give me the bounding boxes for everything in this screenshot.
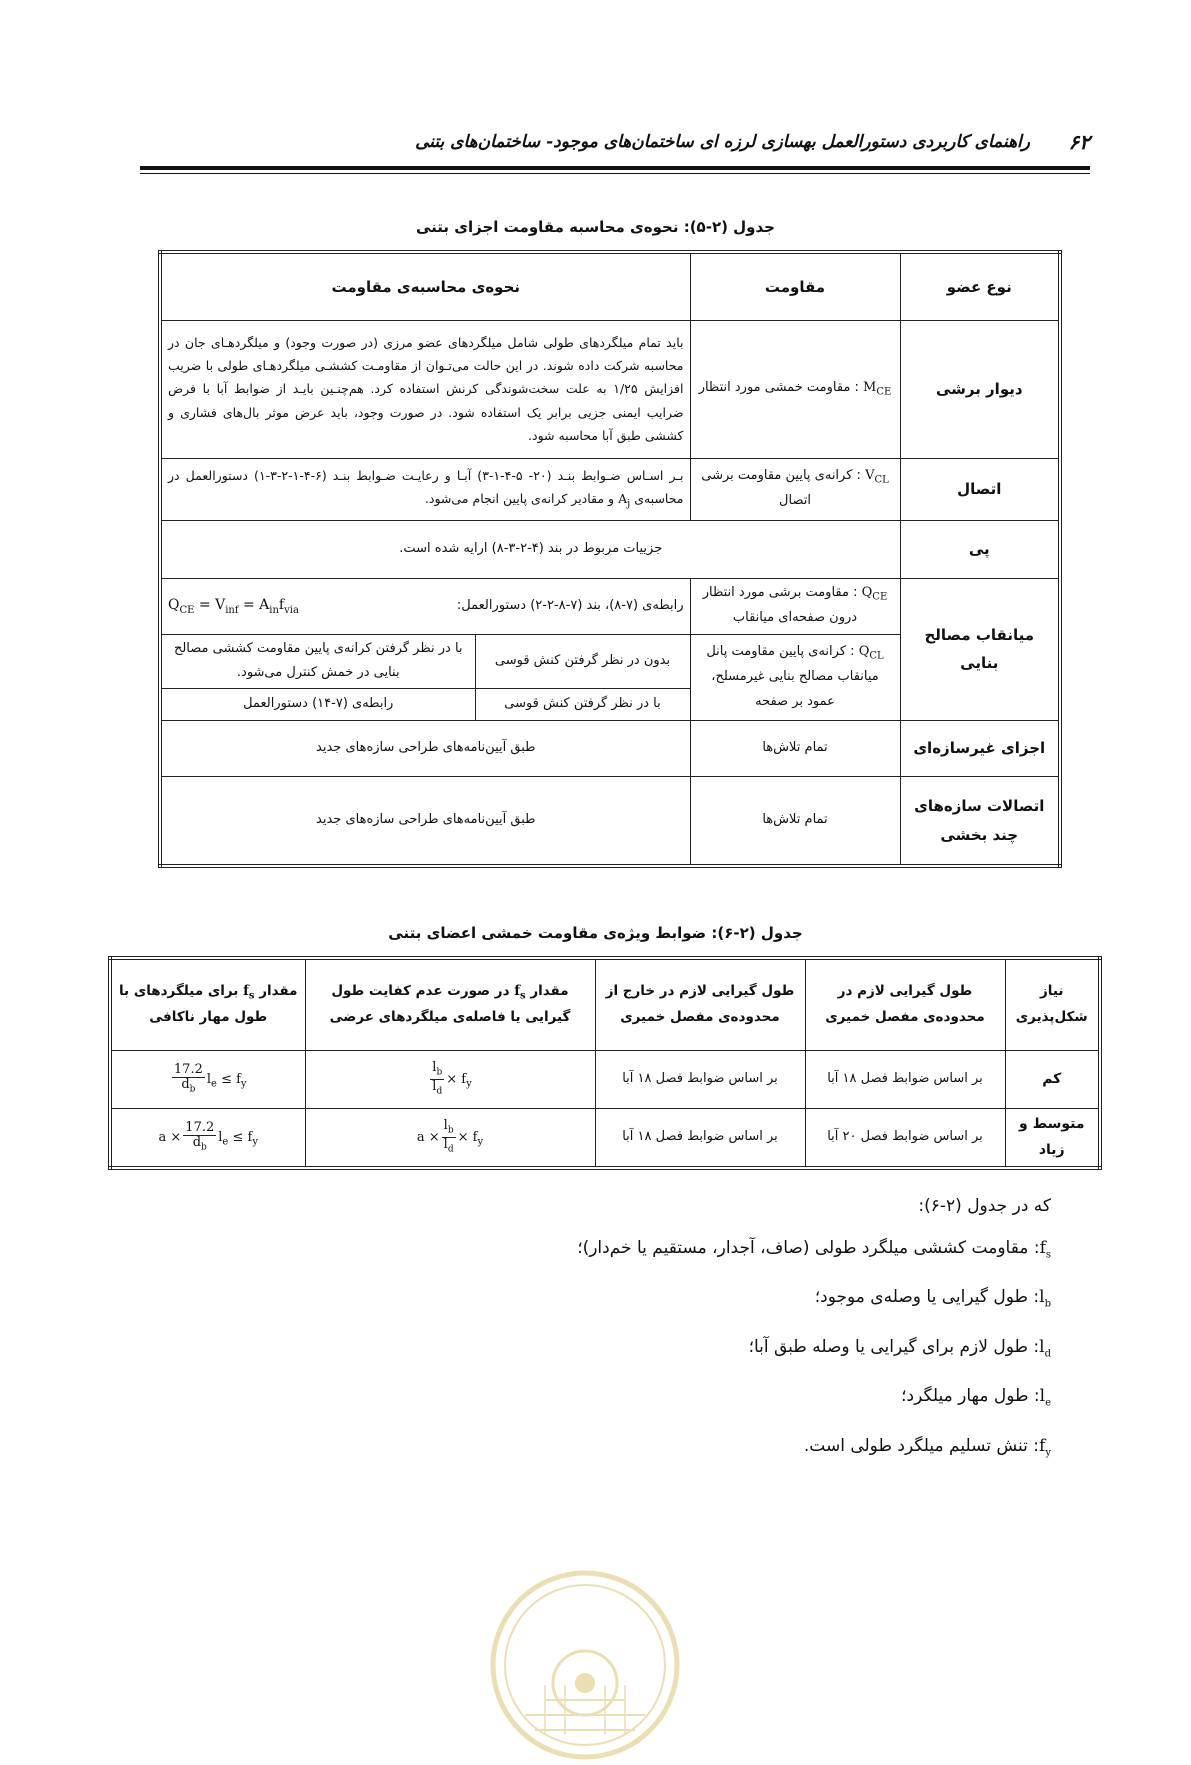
member-shear-wall: دیوار برشی: [900, 320, 1060, 458]
header-dev-outside: طول گیرایی لازم در خارج از محدوده‌ی مفصل خمیری: [595, 958, 805, 1050]
member-infill: میانقاب مصالح بنایی: [900, 578, 1060, 720]
infill-with-arch-method: رابطه‌ی (۷-۱۴) دستورالعمل: [160, 688, 475, 720]
definition-ld: $l_d$: طول لازم برای گیرایی یا وصله طبق آبا؛: [748, 1336, 1051, 1360]
method-foundation: جزییات مربوط در بند (۴-۲-۳-۸) ارایه شده است.: [160, 520, 900, 578]
dev-outside-mid-high: بر اساس ضوابط فصل ۱۸ آبا: [595, 1108, 805, 1168]
table-header-row: [110, 958, 1100, 1050]
table-row: [160, 776, 1060, 866]
formula-fs-mid-high: a × $\frac{l_b}{l_d}$ × $f_y$: [305, 1108, 595, 1168]
ductility-mid-high: متوسط و زیاد: [1005, 1108, 1100, 1168]
table-row: [110, 1050, 1100, 1108]
table-row: [160, 720, 1060, 776]
page-number: ۶۲: [1068, 130, 1090, 154]
dev-inside-mid-high: بر اساس ضوابط فصل ۲۰ آبا: [805, 1108, 1005, 1168]
infill-formula: $Q_{CE} = V_{inf} = A_{in}f_{via}$: [168, 597, 299, 616]
member-connection: اتصال: [900, 458, 1060, 520]
header-resistance: مقاومت: [690, 252, 900, 320]
resistance-multi-part: تمام تلاش‌ها: [690, 776, 900, 866]
header-dev-inside: طول گیرایی لازم در محدوده‌ی مفصل خمیری: [805, 958, 1005, 1050]
table-row: [160, 520, 1060, 578]
resistance-connection: $V_{CL}$ : کرانه‌ی پایین مقاومت برشی اتصال: [690, 458, 900, 520]
table-header-row: [160, 252, 1060, 320]
header-member: نوع عضو: [900, 252, 1060, 320]
member-multi-part: اتصالات سازه‌های چند بخشی: [900, 776, 1060, 866]
method-nonstructural: طبق آیین‌نامه‌های طراحی سازه‌های جدید: [160, 720, 690, 776]
symbol-vcl: $V_{CL}$: [865, 467, 889, 486]
header-method: نحوه‌ی محاسبه‌ی مقاومت: [160, 252, 690, 320]
definition-fs: $f_s$: مقاومت کششی میلگرد طولی (صاف، آجدار، مستقیم یا خم‌دار)؛: [577, 1238, 1051, 1261]
infill-with-arch: با در نظر گرفتن کنش قوسی: [475, 688, 690, 720]
header-fs-insufficient: مقدار $f_s$ در صورت عدم کفایت طول گیرایی یا فاصله‌ی میلگردهای عرضی: [305, 958, 595, 1050]
method-connection: بـر اسـاس ضـوابط بنـد (۲۰- ۵-۴-۱-۳) آبـا و رعایـت ضـوابط بنـد (۶-۴-۱-۲-۳-۱) دستورالعمل در محاسبه‌ی $A_j$ و مقادیر کرانه‌ی پایین انجام می‌شود.: [160, 458, 690, 520]
flexural-criteria-table: [108, 956, 1102, 1170]
definitions-list: [577, 1185, 1051, 1474]
member-foundation: پی: [900, 520, 1060, 578]
member-nonstructural: اجزای غیرسازه‌ای: [900, 720, 1060, 776]
formula-anchor-mid-high: a × $\frac{17.2}{d_b}$ $l_e \le f_y$: [110, 1108, 305, 1168]
method-infill-expected: رابطه‌ی (۷-۸)، بند (۷-۸-۲-۲) دستورالعمل: $Q_{CE} = V_{inf} = A_{in}f_{via}$: [160, 578, 690, 634]
header-rule-thin: [140, 173, 1090, 174]
formula-anchor-low: $\frac{17.2}{d_b}$ $l_e \le f_y$: [110, 1050, 305, 1108]
definition-le: $l_e$: طول مهار میلگرد؛: [901, 1386, 1051, 1409]
resistance-infill-expected: $Q_{CE}$ : مقاومت برشی مورد انتظار درون صفحه‌ای میانقاب: [690, 578, 900, 634]
dev-inside-low: بر اساس ضوابط فصل ۱۸ آبا: [805, 1050, 1005, 1108]
table2-caption: جدول (۲-۶): ضوابط ویژه‌ی مقاومت خمشی اعضای بتنی: [388, 924, 803, 942]
table1-caption: جدول (۲-۵): نحوه‌ی محاسبه مقاومت اجزای بتنی: [416, 218, 775, 236]
resistance-infill-lower: $Q_{CL}$ : کرانه‌ی پایین مقاومت پانل میانقاب مصالح بنایی غیرمسلح، عمود بر صفحه: [690, 634, 900, 720]
table-row: [160, 320, 1060, 458]
resistance-table: [158, 250, 1062, 868]
dev-outside-low: بر اساس ضوابط فصل ۱۸ آبا: [595, 1050, 805, 1108]
definition-lb: $l_b$: طول گیرایی یا وصله‌ی موجود؛: [814, 1287, 1051, 1310]
resistance-shear-wall: $M_{CE}$ : مقاومت خمشی مورد انتظار: [690, 320, 900, 458]
table-row: [160, 458, 1060, 520]
symbol-mce: $M_{CE}$: [863, 380, 892, 398]
page-header: [140, 128, 1090, 168]
table-row: [160, 578, 1060, 634]
infill-no-arch-method: با در نظر گرفتن کرانه‌ی پایین مقاومت کششی مصالح بنایی در خمش کنترل می‌شود.: [160, 634, 475, 688]
formula-fs-low: $\frac{l_b}{l_d}$ × $f_y$: [305, 1050, 595, 1108]
header-rule-thick: [140, 166, 1090, 170]
watermark-logo: [485, 1565, 685, 1765]
method-shear-wall: باید تمام میلگردهای طولی شامل میلگردهای عضو مرزی (در صورت وجود) و میلگردهـای جان در محاسبه شرکت داده شوند. در این حالت می‌تـوان از مقاومـت کششـی میلگردهـای طولی با ضریب افزایش ۱/۲۵ به علت سخت‌شوندگی کرنش استفاده کرد. هم‌چنـین بایـد از ضوابط آبا با فرض ضرایب ایمنی جزیی برابر یک استفاده شود. در صورت وجود، باید عرض موثر بال‌های فشاری و کششی طبق آبا محاسبه شود.: [160, 320, 690, 458]
table-row: [110, 1108, 1100, 1168]
header-fs-anchor: مقدار $f_s$ برای میلگردهای با طول مهار ناکافی: [110, 958, 305, 1050]
method-multi-part: طبق آیین‌نامه‌های طراحی سازه‌های جدید: [160, 776, 690, 866]
definition-fy: $f_y$: تنش تسلیم میلگرد طولی است.: [803, 1435, 1051, 1458]
infill-no-arch: بدون در نظر گرفتن کنش قوسی: [475, 634, 690, 688]
header-ductility: نیاز شکل‌پذیری: [1005, 958, 1100, 1050]
definitions-intro: که در جدول (۲-۶):: [918, 1196, 1051, 1216]
running-title: راهنمای کاربردی دستورالعمل بهسازی لرزه ای ساختمان‌های موجود- ساختمان‌های بتنی: [415, 132, 1030, 152]
resistance-nonstructural: تمام تلاش‌ها: [690, 720, 900, 776]
ductility-low: کم: [1005, 1050, 1100, 1108]
